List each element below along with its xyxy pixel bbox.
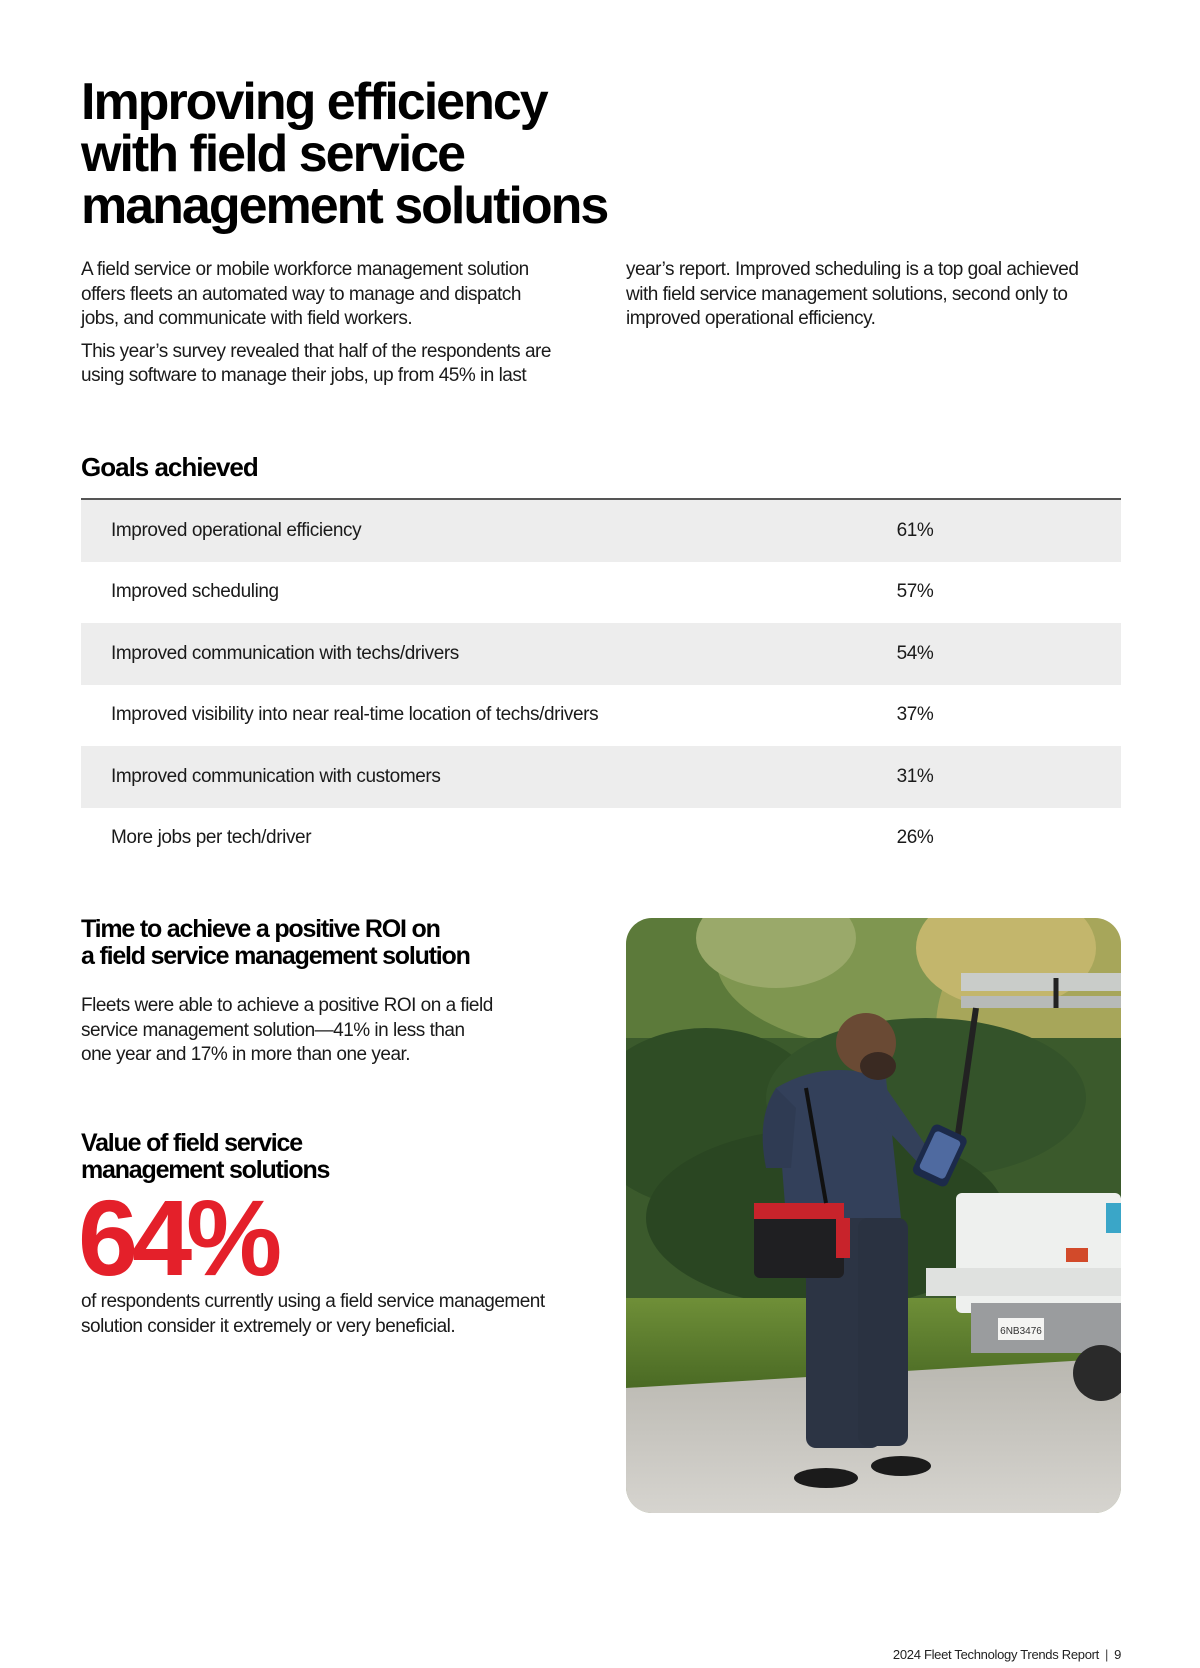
table-row [81, 623, 1121, 685]
page-title [81, 73, 701, 235]
table-row [81, 685, 1121, 747]
value-heading [81, 1130, 329, 1184]
goal-value: 31% [896, 765, 934, 787]
text-line: solution consider it extremely or very beneficial. [81, 1315, 456, 1337]
intro-paragraph-1 [81, 258, 581, 332]
goal-label: Improved communication with customers [111, 765, 441, 787]
intro-paragraph-2 [81, 340, 581, 389]
text-line: service management solution—41% in less than [81, 1019, 465, 1041]
roi-text [81, 994, 561, 1068]
page-title-line: with field service [81, 125, 465, 183]
value-text [81, 1290, 601, 1339]
heading-line: a field service management solution [81, 942, 470, 970]
heading-line: Time to achieve a positive ROI on [81, 915, 440, 943]
page-number: 9 [1114, 1647, 1121, 1662]
table-row [81, 808, 1121, 870]
goal-value: 37% [896, 704, 934, 726]
text-line: year’s report. Improved scheduling is a top goal achieved [626, 259, 1079, 280]
text-line: jobs, and communicate with field workers. [81, 308, 413, 329]
footer-separator: | [1104, 1647, 1109, 1662]
page-title-line: Improving efficiency [81, 73, 547, 131]
table-row [81, 500, 1121, 562]
goal-label: Improved operational efficiency [111, 519, 362, 541]
license-plate-text: 6NB3476 [1000, 1326, 1042, 1337]
goals-table [81, 498, 1121, 869]
goal-value: 26% [896, 827, 934, 849]
goal-value: 57% [896, 581, 934, 603]
text-line: of respondents currently using a field service management [81, 1291, 545, 1312]
intro-column-right [626, 258, 1126, 340]
goal-label: Improved scheduling [111, 581, 279, 603]
technician-illustration [626, 918, 1121, 1513]
goal-value: 54% [896, 642, 934, 664]
text-line: using software to manage their jobs, up from 45% in last [81, 365, 527, 386]
big-stat-percent: 64% [78, 1177, 277, 1298]
text-line: with field service management solutions, second only to [626, 283, 1068, 305]
goal-value: 61% [896, 519, 934, 541]
page-footer [893, 1647, 1121, 1662]
goal-label: Improved visibility into near real-time location of techs/drivers [111, 704, 599, 726]
text-line: one year and 17% in more than one year. [81, 1044, 411, 1065]
goal-label: Improved communication with techs/drivers [111, 642, 459, 664]
intro-paragraph-3 [626, 258, 1126, 332]
text-line: A field service or mobile workforce management solution [81, 259, 529, 280]
text-line: This year’s survey revealed that half of the respondents are [81, 340, 551, 362]
footer-report-title: 2024 Fleet Technology Trends Report [892, 1647, 1099, 1662]
table-row [81, 562, 1121, 624]
heading-line: Value of field service [81, 1129, 302, 1157]
table-row [81, 746, 1121, 808]
roi-heading [81, 916, 470, 970]
intro-column-left [81, 258, 581, 397]
technician-photo [626, 918, 1121, 1513]
page-title-line: management solutions [81, 177, 608, 235]
heading-line: management solutions [81, 1156, 330, 1184]
text-line: Fleets were able to achieve a positive ROI on a field [81, 995, 493, 1016]
goals-heading: Goals achieved [81, 452, 258, 482]
text-line: improved operational efficiency. [626, 308, 876, 329]
text-line: offers fleets an automated way to manage and dispatch [81, 283, 522, 305]
goal-label: More jobs per tech/driver [111, 827, 312, 849]
